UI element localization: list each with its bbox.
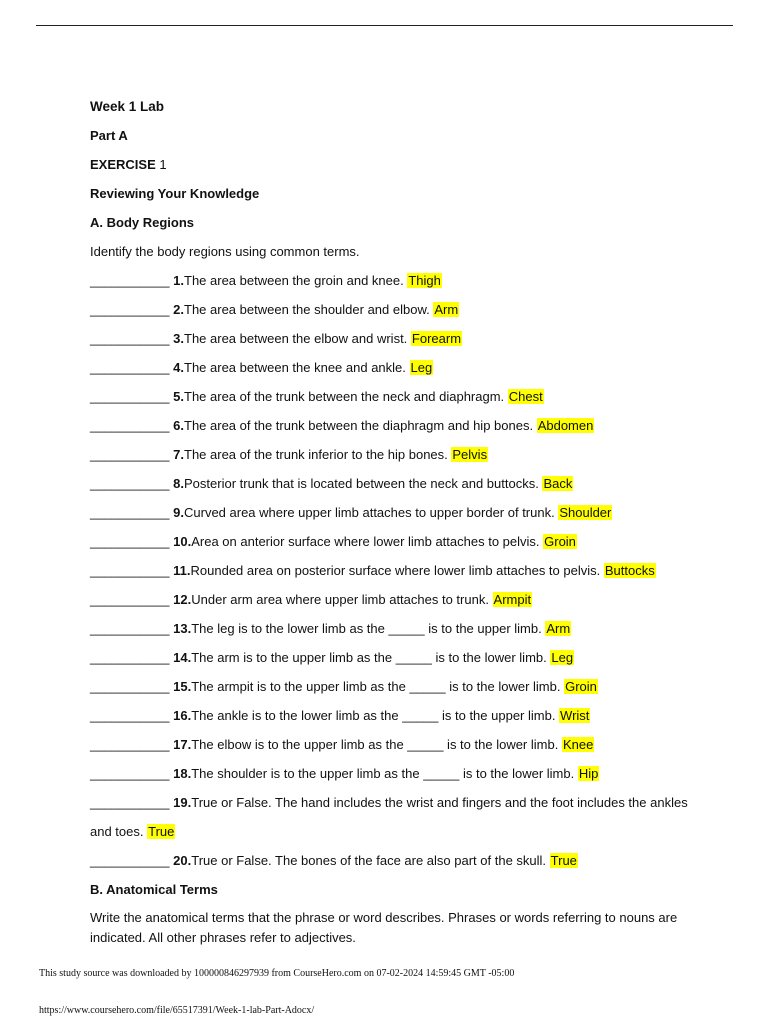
question-text: Curved area where upper limb attaches to upper border of trunk. [184,505,559,520]
question-text: The arm is to the upper limb as the _____ is to the lower limb. [191,650,551,665]
exercise-label: EXERCISE [90,157,156,172]
question-number: 1. [173,273,184,288]
answer-blank: ___________ [90,795,170,810]
question-list [90,270,690,792]
question-text: The area of the trunk between the neck and diaphragm. [184,389,508,404]
subtitle: Reviewing Your Knowledge [90,186,260,201]
answer-blank: ___________ [90,447,170,462]
section-b-heading: B. Anatomical Terms [90,882,218,897]
source-url[interactable]: https://www.coursehero.com/file/65517391/Week-1-lab-Part-Adocx/ [39,1005,315,1016]
question-row [90,357,690,386]
question-20 [90,850,690,879]
question-number: 3. [173,331,184,346]
question-row [90,270,690,299]
question-row [90,415,690,444]
question-number: 8. [173,476,184,491]
answer-highlight: Chest [508,389,543,404]
question-text: The area between the groin and knee. [184,273,408,288]
question-number: 19. [173,795,192,810]
question-row [90,299,690,328]
question-text: The area between the elbow and wrist. [184,331,411,346]
answer-blank: ___________ [90,563,170,578]
answer-highlight: Knee [562,737,594,752]
question-text: Posterior trunk that is located between the neck and buttocks. [184,476,543,491]
question-row [90,676,690,705]
answer-blank: ___________ [90,273,170,288]
answer-blank: ___________ [90,331,170,346]
answer-blank: ___________ [90,621,170,636]
answer-highlight: Leg [410,360,433,375]
instruction: Identify the body regions using common terms. [90,244,360,259]
answer-blank: ___________ [90,360,170,375]
answer-blank: ___________ [90,737,170,752]
answer-blank: ___________ [90,302,170,317]
question-number: 11. [173,563,191,578]
question-19 [90,792,690,821]
exercise-number: 1 [159,157,167,172]
question-text: Rounded area on posterior surface where lower limb attaches to pelvis. [190,563,604,578]
question-row [90,444,690,473]
question-text: Area on anterior surface where lower limb attaches to pelvis. [191,534,544,549]
top-rule [36,25,733,26]
question-row [90,705,690,734]
answer-highlight: Thigh [408,273,441,288]
answer-blank: ___________ [90,418,170,433]
question-text: True or False. The hand includes the wrist and fingers and the foot includes the ankles [191,795,688,810]
question-text-continued: and toes. [90,824,148,839]
question-number: 13. [173,621,192,636]
question-row [90,589,690,618]
question-number: 20. [173,853,192,868]
answer-highlight: Pelvis [452,447,488,462]
answer-highlight: True [148,824,175,839]
question-row [90,473,690,502]
question-row [90,531,690,560]
question-row [90,328,690,357]
answer-highlight: Forearm [411,331,462,346]
question-text: The area of the trunk inferior to the hip bones. [184,447,452,462]
answer-highlight: Buttocks [604,563,655,578]
download-note: This study source was downloaded by 100000846297939 from CourseHero.com on 07-02-2024 14:59:45 GMT -05:00 [39,968,515,979]
question-row [90,386,690,415]
section-a-heading: A. Body Regions [90,215,195,230]
answer-blank: ___________ [90,476,170,491]
answer-highlight: Groin [544,534,576,549]
question-number: 10. [173,534,192,549]
answer-blank: ___________ [90,592,170,607]
question-text: Under arm area where upper limb attaches to trunk. [191,592,493,607]
question-number: 9. [173,505,184,520]
question-text: The leg is to the lower limb as the _____ is to the upper limb. [191,621,546,636]
question-row [90,560,690,589]
answer-highlight: True [550,853,577,868]
question-text: The area between the knee and ankle. [184,360,410,375]
question-text: The area of the trunk between the diaphragm and hip bones. [184,418,537,433]
answer-highlight: Abdomen [537,418,594,433]
question-row [90,502,690,531]
question-number: 15. [173,679,192,694]
answer-highlight: Hip [578,766,599,781]
question-row [90,763,690,792]
question-text: The area between the shoulder and elbow. [184,302,434,317]
question-number: 4. [173,360,184,375]
question-text: The armpit is to the upper limb as the _____ is to the lower limb. [191,679,565,694]
question-row [90,647,690,676]
question-number: 18. [173,766,192,781]
answer-blank: ___________ [90,534,170,549]
answer-highlight: Shoulder [559,505,612,520]
answer-highlight: Leg [551,650,574,665]
answer-highlight: Wrist [560,708,590,723]
question-number: 16. [173,708,192,723]
section-b-paragraph: Write the anatomical terms that the phrase or word describes. Phrases or words referring to nouns are indicated. All other phrases refer to adjectives. [90,910,678,945]
question-number: 7. [173,447,184,462]
answer-blank: ___________ [90,708,170,723]
answer-blank: ___________ [90,853,170,868]
question-text: The ankle is to the lower limb as the _____ is to the upper limb. [191,708,560,723]
question-number: 14. [173,650,192,665]
answer-blank: ___________ [90,766,170,781]
part-label: Part A [90,128,128,143]
answer-highlight: Arm [434,302,459,317]
question-number: 12. [173,592,192,607]
answer-blank: ___________ [90,389,170,404]
answer-blank: ___________ [90,505,170,520]
answer-highlight: Armpit [493,592,532,607]
question-row [90,734,690,763]
question-19-continued [90,821,690,850]
answer-highlight: Groin [565,679,597,694]
doc-title: Week 1 Lab [90,99,165,114]
question-number: 17. [173,737,192,752]
question-number: 5. [173,389,184,404]
question-text: True or False. The bones of the face are also part of the skull. [191,853,550,868]
answer-highlight: Back [543,476,573,491]
exercise-heading [90,154,690,183]
question-row [90,618,690,647]
answer-blank: ___________ [90,650,170,665]
answer-blank: ___________ [90,679,170,694]
question-number: 2. [173,302,184,317]
question-number: 6. [173,418,184,433]
question-text: The elbow is to the upper limb as the _____ is to the lower limb. [191,737,562,752]
document-body [90,96,690,948]
answer-highlight: Arm [546,621,571,636]
question-text: The shoulder is to the upper limb as the _____ is to the lower limb. [191,766,578,781]
